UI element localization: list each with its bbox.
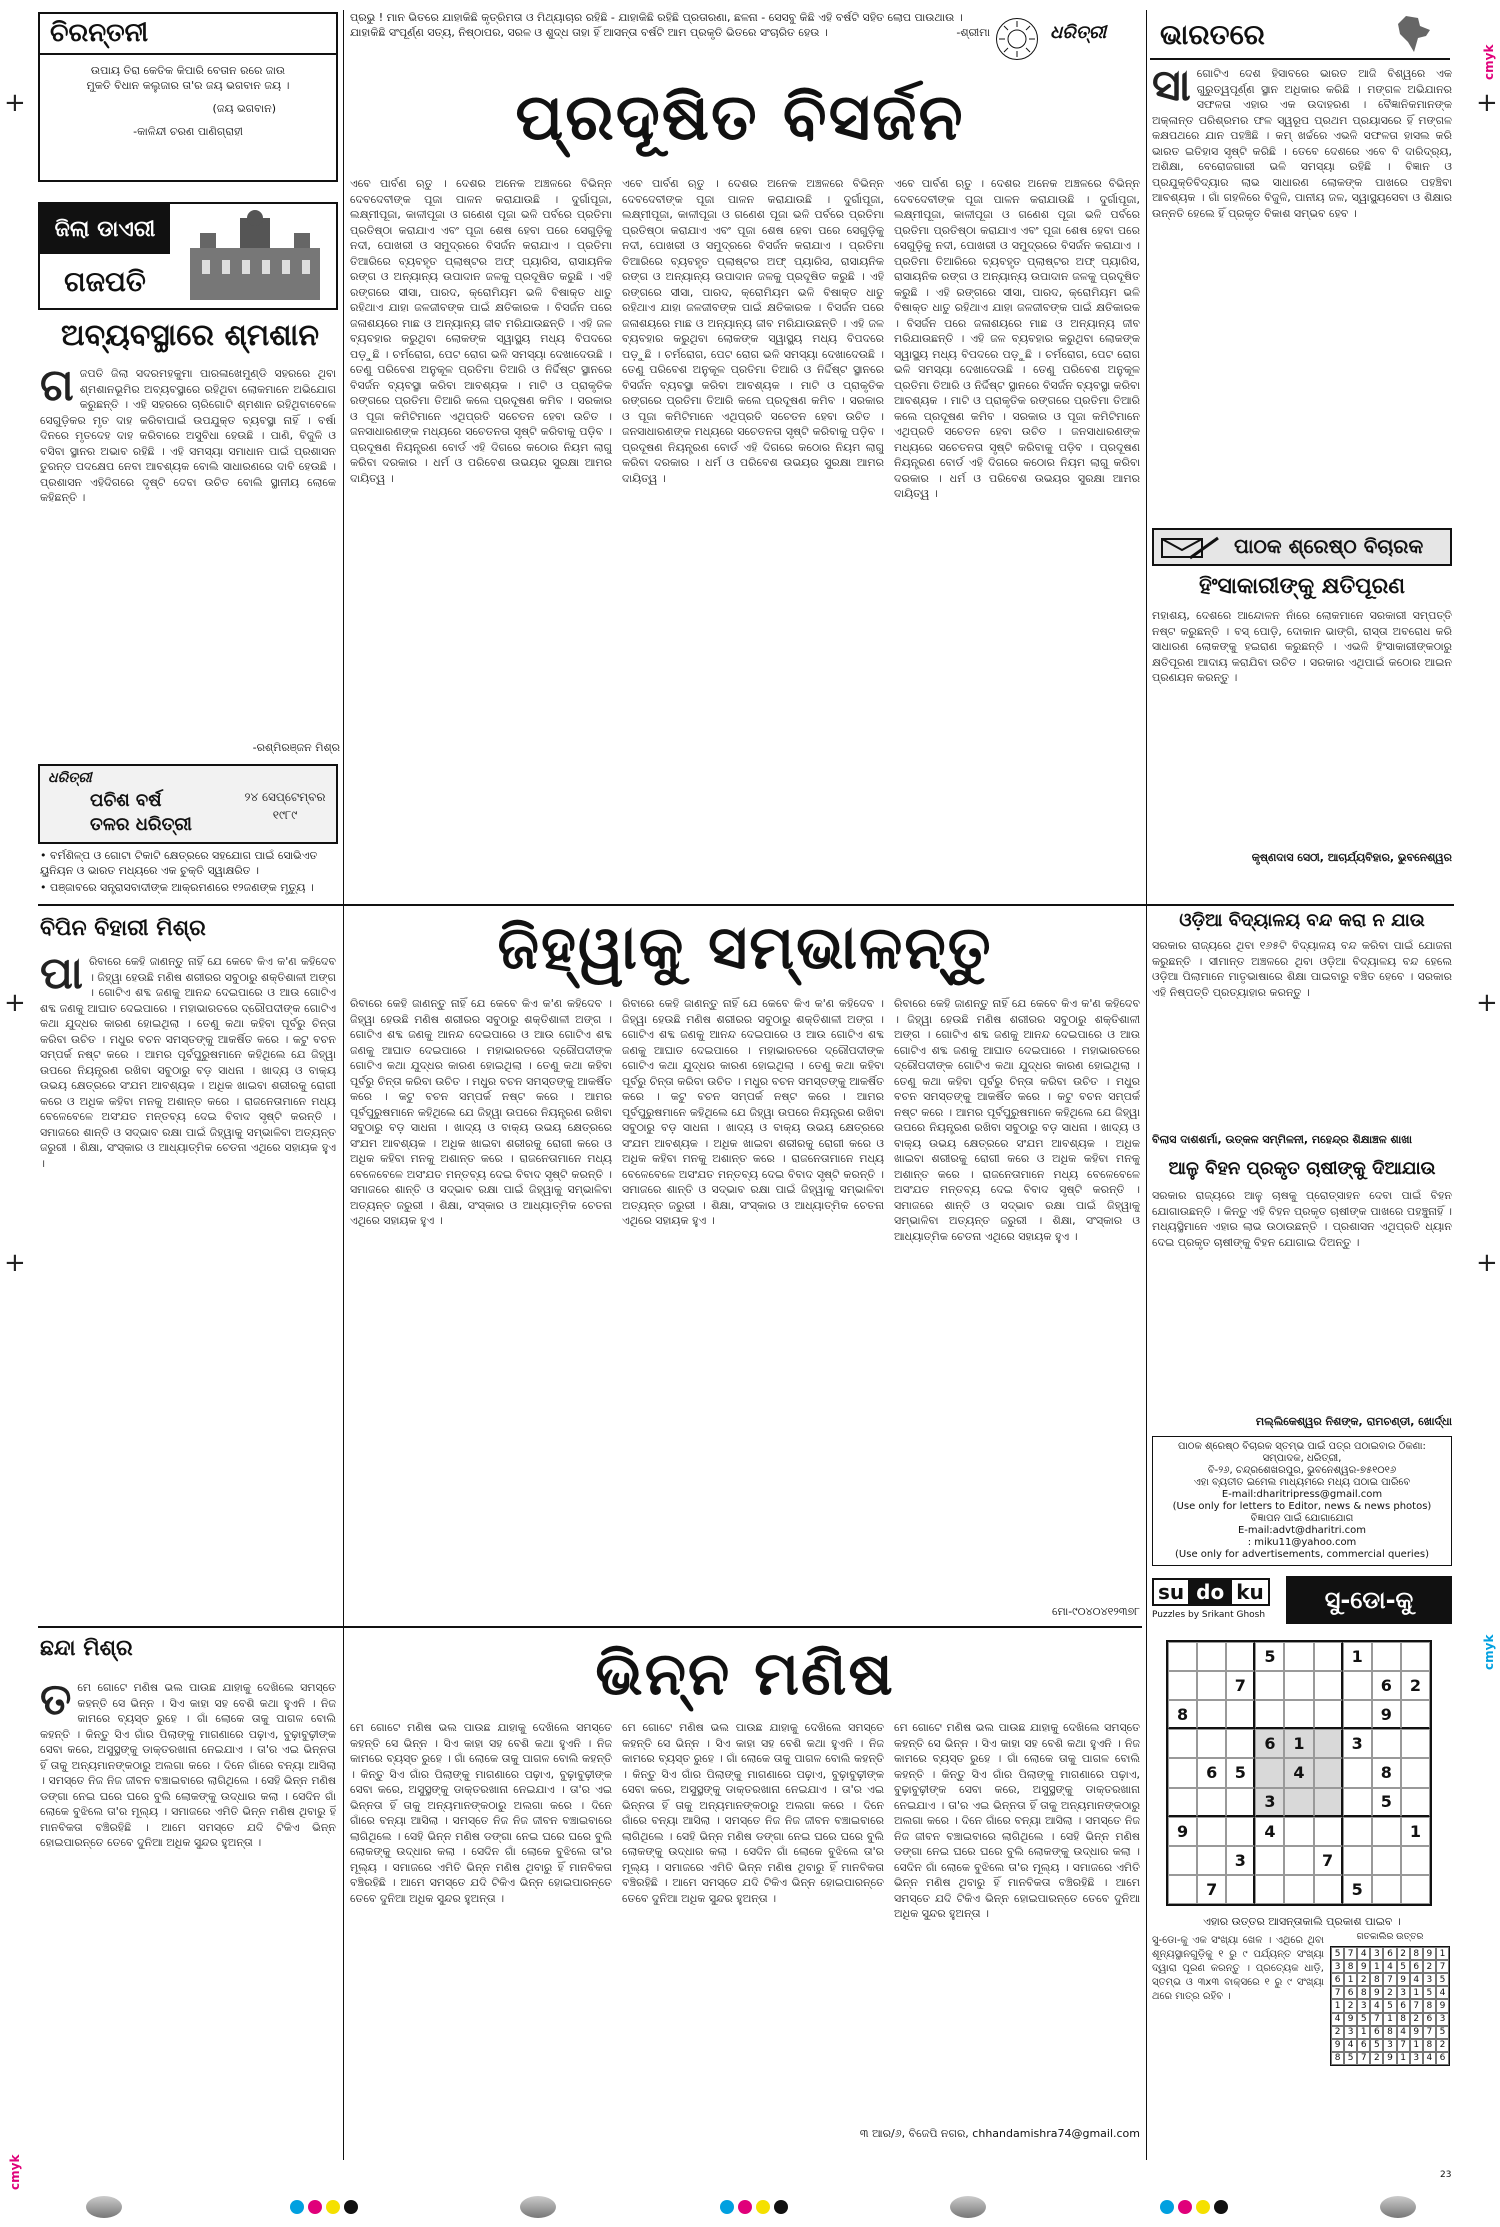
print-mark [86, 2196, 122, 2218]
sudoku-solution-cell: 1 [1344, 1973, 1357, 1986]
sudoku-cell[interactable] [1168, 1642, 1197, 1671]
sudoku-solution-cell: 2 [1423, 1960, 1436, 1973]
sudoku-solution-cell: 6 [1370, 2026, 1383, 2039]
sudoku-cell[interactable] [1284, 1846, 1313, 1875]
sudoku-cell[interactable] [1197, 1729, 1226, 1758]
sudoku-solution-cell: 7 [1397, 2039, 1410, 2052]
sudoku-solution-cell: 5 [1436, 2026, 1449, 2039]
chirantani-quote: ଉପାୟ ତିରା କେତିକ କିପାରି ବେତାନ ରରେ ଜାଉ ମୁକତି ବିଧାନ କଲୁଜାର ତା'ର ଜୟ ଭଗବାନ ଜୟ । [86, 64, 290, 92]
sudoku-solution-cell: 5 [1397, 1960, 1410, 1973]
contact-email[interactable]: E-mail:dharitripress@gmail.com [1221, 1489, 1383, 1500]
registration-mark: + [1476, 988, 1498, 1018]
sudoku-solution-cell: 7 [1383, 1973, 1396, 1986]
sudoku-cell[interactable] [1284, 1788, 1313, 1817]
sudoku-cell[interactable]: 1 [1401, 1817, 1430, 1846]
sudoku-solution-cell: 8 [1370, 1973, 1383, 1986]
sudoku-cell[interactable] [1284, 1642, 1313, 1671]
main-headline: ପ୍ରଦୂଷିତ ବିସର୍ଜନ [515, 81, 965, 155]
sudoku-solution-cell: 4 [1344, 2039, 1357, 2052]
zilla-diary-box [38, 202, 338, 310]
page-number: 23 [1440, 2170, 1452, 2180]
sudoku-solution-cell: 9 [1370, 1986, 1383, 1999]
color-dot-magenta [738, 2200, 752, 2214]
registration-mark: + [1476, 1248, 1498, 1278]
shrimaa-text: ପ୍ରଭୁ ! ମାନ ଭିତରେ ଯାହାକିଛି କୃତ୍ରିମତା ଓ ମିଥ୍ୟାଚାର ରହିଛି - ଯାହାକିଛି ରହିଛି ପ୍ରତାରଣା, ଛଳନା - ସେସବୁ କିଛି ଏହି ବର୍ଷଟି ସହିତ ଲୋପ ପାଉଥାଉ । ଯାହାକିଛି ସଂପୂର୍ଣ୍ଣ ସତ୍ୟ, ନିଷ୍ଠାପର, ସରଳ ଓ ଶୁଦ୍ଧ ତାହା ହିଁ ଆସନ୍ତା ବର୍ଷଟି ଆମ ପ୍ରକୃତି ଭିତରେ ସଂଚାରିତ ହେଉ । [350, 11, 963, 39]
sudoku-solution-cell: 3 [1357, 1999, 1370, 2012]
sudoku-solution-cell: 6 [1383, 1947, 1396, 1960]
pathaka-label: ପାଠକ ଶ୍ରେଷ୍ଠ ବିଚାରକ [1234, 534, 1424, 558]
sudoku-cell[interactable] [1343, 1671, 1372, 1700]
sudoku-cell[interactable] [1314, 1642, 1343, 1671]
sudoku-solution-cell: 6 [1344, 1986, 1357, 1999]
jibha-col-1: ପାରିବାରେ କେହି ଜାଣନ୍ତୁ ନାହିଁ ଯେ କେବେ କିଏ କ'ଣ କହିଦେବ । ଜିହ୍ୱା ହେଉଛି ମଣିଷ ଶରୀରର ସବୁଠାରୁ ଶକ୍ତିଶାଳୀ ଅଙ୍ଗ । ଗୋଟିଏ ଶବ୍ଦ ଜଣକୁ ଆନନ୍ଦ ଦେଇପାରେ ଓ ଆଉ ଗୋଟିଏ ଶବ୍ଦ ଜଣକୁ ଆଘାତ ଦେଇପାରେ । ମହାଭାରତରେ ଦ୍ରୌପଦୀଙ୍କ ଗୋଟିଏ କଥା ଯୁଦ୍ଧର କାରଣ ହୋଇଥିଲା । ତେଣୁ କଥା କହିବା ପୂର୍ବରୁ ଚିନ୍ତା କରିବା ଉଚିତ । ମଧୁର ବଚନ ସମସ୍ତଙ୍କୁ ଆକର୍ଷିତ କରେ । କଟୁ ବଚନ ସମ୍ପର୍କ ନଷ୍ଟ କରେ । ଆମର ପୂର୍ବପୁରୁଷମାନେ କହିଥିଲେ ଯେ ଜିହ୍ୱା ଉପରେ ନିୟନ୍ତ୍ରଣ ରଖିବା ସବୁଠାରୁ ବଡ଼ ସାଧନା । ଖାଦ୍ୟ ଓ ବାକ୍ୟ ଉଭୟ କ୍ଷେତ୍ରରେ ସଂଯମ ଆବଶ୍ୟକ । ଅଧିକ ଖାଇବା ଶରୀରକୁ ରୋଗୀ କରେ ଓ ଅଧିକ କହିବା ମନକୁ ଅଶାନ୍ତ କରେ । ରାଜନେତାମାନେ ମଧ୍ୟ ବେଳେବେଳେ ଅସଂଯତ ମନ୍ତବ୍ୟ ଦେଇ ବିବାଦ ସୃଷ୍ଟି କରନ୍ତି । ସମାଜରେ ଶାନ୍ତି ଓ ସଦ୍ଭାବ ରକ୍ଷା ପାଇଁ ଜିହ୍ୱାକୁ ସମ୍ଭାଳିବା ଅତ୍ୟନ୍ତ ଜରୁରୀ । ଶିକ୍ଷା, ସଂସ୍କାର ଓ ଆଧ୍ୟାତ୍ମିକ ଚେତନା ଏଥିରେ ସହାୟକ ହୁଏ । [40, 954, 336, 1170]
bhinna-col-3: ମେ ଗୋଟେ ମଣିଷ ଭଲ ପାଉଛ ଯାହାକୁ ଦେଖିଲେ ସମସ୍ତେ କହନ୍ତି ସେ ଭିନ୍ନ । ସିଏ କାହା ସହ ବେଶି କଥା ହୁଏନି । ନିଜ କାମରେ ବ୍ୟସ୍ତ ରୁହେ । ଗାଁ ଲୋକେ ତାକୁ ପାଗଳ ବୋଲି କହନ୍ତି । କିନ୍ତୁ ସିଏ ଗାଁର ପିଲାଙ୍କୁ ମାଗଣାରେ ପଢ଼ାଏ, ବୁଢ଼ାବୁଢ଼ୀଙ୍କ ସେବା କରେ, ଅସୁସ୍ଥଙ୍କୁ ଡାକ୍ତରଖାନା ନେଇଯାଏ । ତା'ର ଏଇ ଭିନ୍ନତା ହିଁ ତାକୁ ଅନ୍ୟମାନଙ୍କଠାରୁ ଅଲଗା କରେ । ଦିନେ ଗାଁରେ ବନ୍ୟା ଆସିଲା । ସମସ୍ତେ ନିଜ ନିଜ ଜୀବନ ବଞ୍ଚାଇବାରେ ଲାଗିଥିଲେ । ସେହି ଭିନ୍ନ ମଣିଷ ଡଙ୍ଗା ନେଇ ଘରେ ଘରେ ବୁଲି ଲୋକଙ୍କୁ ଉଦ୍ଧାର କଲା । ସେଦିନ ଗାଁ ଲୋକେ ବୁଝିଲେ ତା'ର ମୂଲ୍ୟ । ସମାଜରେ ଏମିତି ଭିନ୍ନ ମଣିଷ ଥିବାରୁ ହିଁ ମାନବିକତା ବଞ୍ଚିରହିଛି । ଆମେ ସମସ୍ତେ ଯଦି ଟିକିଏ ଭିନ୍ନ ହୋଇପାରନ୍ତେ ତେବେ ଦୁନିଆ ଅଧିକ ସୁନ୍ଦର ହୁଅନ୍ତା । [622, 1721, 884, 1905]
sudoku-cell[interactable] [1343, 1758, 1372, 1787]
sudoku-solution-cell: 1 [1397, 2052, 1410, 2065]
sudoku-solution-cell: 3 [1436, 2013, 1449, 2026]
color-dot-magenta [308, 2200, 322, 2214]
sudoku-caption: ଏହାର ଉତ୍ତର ଆସନ୍ତାକାଲି ପ୍ରକାଶ ପାଇବ । [1203, 1915, 1401, 1928]
shrimaa-quote [350, 10, 990, 68]
color-dots [720, 2200, 800, 2214]
sudoku-solution-cell: 7 [1357, 2052, 1370, 2065]
sudoku-solution-cell: 1 [1436, 1947, 1449, 1960]
sudoku-solution-cell: 7 [1436, 1960, 1449, 1973]
sudoku-cell[interactable] [1226, 1729, 1255, 1758]
chirantani-attribution: (ଜୟ ଭଗବାନ) [212, 102, 276, 115]
sudoku-cell[interactable] [1401, 1700, 1430, 1729]
sudoku-cell[interactable] [1343, 1700, 1372, 1729]
sudoku-cell[interactable] [1168, 1671, 1197, 1700]
letter-2-author: ବିଲାସ ଦାଶଶର୍ମା, ଉତ୍କଳ ସମ୍ମିଳନୀ, ମହେନ୍ଦ୍ର ଶିକ୍ଷାଞ୍ଚଳ ଶାଖା [1152, 1133, 1412, 1146]
bhinna-footer: ୩ ଆର/୬, ବିଜେପି ନଗର, chhandamishra74@gmail.com [859, 2127, 1140, 2140]
jibha-footer: ମୋ-୯୦୪୦୪୧୨୩୭୮ [1051, 1605, 1140, 1618]
section-divider [38, 1626, 1142, 1628]
sudoku-cell[interactable]: 4 [1255, 1817, 1284, 1846]
sudoku-cell[interactable] [1284, 1700, 1313, 1729]
color-dot-cyan [1160, 2200, 1174, 2214]
color-dot-cyan [720, 2200, 734, 2214]
shrimaa-author: -ଶ୍ରୀମା [956, 26, 990, 39]
sudoku-cell[interactable]: 3 [1343, 1729, 1372, 1758]
sudoku-cell[interactable] [1372, 1642, 1401, 1671]
jibha-col-4: ରିବାରେ କେହି ଜାଣନ୍ତୁ ନାହିଁ ଯେ କେବେ କିଏ କ'ଣ କହିଦେବ । ଜିହ୍ୱା ହେଉଛି ମଣିଷ ଶରୀରର ସବୁଠାରୁ ଶକ୍ତିଶାଳୀ ଅଙ୍ଗ । ଗୋଟିଏ ଶବ୍ଦ ଜଣକୁ ଆନନ୍ଦ ଦେଇପାରେ ଓ ଆଉ ଗୋଟିଏ ଶବ୍ଦ ଜଣକୁ ଆଘାତ ଦେଇପାରେ । ମହାଭାରତରେ ଦ୍ରୌପଦୀଙ୍କ ଗୋଟିଏ କଥା ଯୁଦ୍ଧର କାରଣ ହୋଇଥିଲା । ତେଣୁ କଥା କହିବା ପୂର୍ବରୁ ଚିନ୍ତା କରିବା ଉଚିତ । ମଧୁର ବଚନ ସମସ୍ତଙ୍କୁ ଆକର୍ଷିତ କରେ । କଟୁ ବଚନ ସମ୍ପର୍କ ନଷ୍ଟ କରେ । ଆମର ପୂର୍ବପୁରୁଷମାନେ କହିଥିଲେ ଯେ ଜିହ୍ୱା ଉପରେ ନିୟନ୍ତ୍ରଣ ରଖିବା ସବୁଠାରୁ ବଡ଼ ସାଧନା । ଖାଦ୍ୟ ଓ ବାକ୍ୟ ଉଭୟ କ୍ଷେତ୍ରରେ ସଂଯମ ଆବଶ୍ୟକ । ଅଧିକ ଖାଇବା ଶରୀରକୁ ରୋଗୀ କରେ ଓ ଅଧିକ କହିବା ମନକୁ ଅଶାନ୍ତ କରେ । ରାଜନେତାମାନେ ମଧ୍ୟ ବେଳେବେଳେ ଅସଂଯତ ମନ୍ତବ୍ୟ ଦେଇ ବିବାଦ ସୃଷ୍ଟି କରନ୍ତି । ସମାଜରେ ଶାନ୍ତି ଓ ସଦ୍ଭାବ ରକ୍ଷା ପାଇଁ ଜିହ୍ୱାକୁ ସମ୍ଭାଳିବା ଅତ୍ୟନ୍ତ ଜରୁରୀ । ଶିକ୍ଷା, ସଂସ୍କାର ଓ ଆଧ୍ୟାତ୍ମିକ ଚେତନା ଏଥିରେ ସହାୟକ ହୁଏ । [894, 997, 1140, 1243]
sudoku-cell[interactable]: 4 [1284, 1758, 1313, 1787]
sudoku-solution-cell: 4 [1370, 1999, 1383, 2012]
sudoku-cell[interactable]: 1 [1343, 1642, 1372, 1671]
sudoku-solution-cell: 8 [1423, 2039, 1436, 2052]
registration-mark: + [4, 1248, 26, 1278]
india-map-icon [1390, 12, 1434, 56]
bharat-header [1150, 10, 1450, 60]
sudoku-cell[interactable] [1314, 1758, 1343, 1787]
color-dot-black [774, 2200, 788, 2214]
sudoku-solution-cell: 6 [1423, 2013, 1436, 2026]
print-mark [950, 2196, 986, 2218]
sudoku-solution-cell: 3 [1331, 1960, 1344, 1973]
sudoku-solution-cell: 9 [1331, 2039, 1344, 2052]
sudoku-solution-cell: 1 [1357, 2026, 1370, 2039]
color-dots [1160, 2200, 1240, 2214]
sudoku-cell[interactable] [1197, 1788, 1226, 1817]
color-dot-yellow [1196, 2200, 1210, 2214]
contact-note: (Use only for advertisements, commercial queries) [1175, 1549, 1429, 1560]
contact-line: ସମ୍ପାଦକ, ଧରିତ୍ରୀ, [1262, 1453, 1342, 1464]
section-divider [38, 904, 1454, 906]
pachisha-title-2: ତଳର ଧରିତ୍ରୀ [90, 814, 192, 835]
sudoku-logo: su do ku [1152, 1578, 1270, 1606]
pachisha-box [38, 764, 338, 844]
sudoku-cell[interactable] [1226, 1642, 1255, 1671]
sudoku-cell[interactable]: 6 [1372, 1671, 1401, 1700]
sudoku-cell[interactable] [1372, 1729, 1401, 1758]
sudoku-cell[interactable]: 5 [1343, 1875, 1372, 1904]
contact-line: ପାଠକ ଶ୍ରେଷ୍ଠ ବିଚାରକ ସ୍ତମ୍ଭ ପାଇଁ ପତ୍ର ପଠାଇବାର ଠିକଣା: [1178, 1441, 1426, 1452]
sudoku-cell[interactable] [1314, 1875, 1343, 1904]
sudoku-solution-cell: 7 [1423, 2026, 1436, 2039]
contact-line: ଏହା ବ୍ୟତୀତ ଇମେଲ ମାଧ୍ୟମରେ ମଧ୍ୟ ପଠାଇ ପାରିବେ [1193, 1477, 1411, 1488]
letter-3-body: ସରକାର ରାଜ୍ୟରେ ଆଳୁ ଚାଷକୁ ପ୍ରୋତ୍ସାହନ ଦେବା ପାଇଁ ବିହନ ଯୋଗାଉଛନ୍ତି । କିନ୍ତୁ ଏହି ବିହନ ପ୍ରକୃତ ଚାଷୀଙ୍କ ପାଖରେ ପହଞ୍ଚୁନାହିଁ । ମଧ୍ୟସ୍ଥିମାନେ ଏହାର ଲାଭ ଉଠାଉଛନ୍ତି । ପ୍ରଶାସନ ଏଥିପ୍ରତି ଧ୍ୟାନ ଦେଇ ପ୍ରକୃତ ଚାଷୀଙ୍କୁ ବିହନ ଯୋଗାଇ ଦିଅନ୍ତୁ । [1152, 1189, 1452, 1249]
cmyk-mark: cmyk [8, 2154, 22, 2190]
sudoku-cell[interactable]: 7 [1314, 1846, 1343, 1875]
sudoku-cell[interactable] [1314, 1729, 1343, 1758]
jibha-headline: ଜିହ୍ୱାକୁ ସମ୍ଭାଳନ୍ତୁ [497, 913, 993, 983]
pradushita-col-3: ଏବେ ପାର୍ବଣ ଋତୁ । ଦେଶର ଅନେକ ଅଞ୍ଚଳରେ ବିଭିନ୍ନ ଦେବଦେବୀଙ୍କ ପୂଜା ପାଳନ କରାଯାଉଛି । ଦୁର୍ଗାପୂଜା, ଲକ୍ଷ୍ମୀପୂଜା, କାଳୀପୂଜା ଓ ଗଣେଶ ପୂଜା ଭଳି ପର୍ବରେ ପ୍ରତିମା ପ୍ରତିଷ୍ଠା କରାଯାଏ ଏବଂ ପୂଜା ଶେଷ ହେବା ପରେ ସେଗୁଡ଼ିକୁ ନଦୀ, ପୋଖରୀ ଓ ସମୁଦ୍ରରେ ବିସର୍ଜନ କରାଯାଏ । ପ୍ରତିମା ତିଆରିରେ ବ୍ୟବହୃତ ପ୍ଲାଷ୍ଟର ଅଫ୍ ପ୍ୟାରିସ, ରାସାୟନିକ ରଙ୍ଗ ଓ ଅନ୍ୟାନ୍ୟ ଉପାଦାନ ଜଳକୁ ପ୍ରଦୂଷିତ କରୁଛି । ଏହି ରଙ୍ଗରେ ସୀସା, ପାରଦ, କ୍ରୋମିୟମ ଭଳି ବିଷାକ୍ତ ଧାତୁ ରହିଥାଏ ଯାହା ଜଳଜୀବଙ୍କ ପାଇଁ କ୍ଷତିକାରକ । ବିସର୍ଜନ ପରେ ଜଳାଶୟରେ ମାଛ ଓ ଅନ୍ୟାନ୍ୟ ଜୀବ ମରିଯାଉଛନ୍ତି । ଏହି ଜଳ ବ୍ୟବହାର କରୁଥିବା ଲୋକଙ୍କ ସ୍ୱାସ୍ଥ୍ୟ ମଧ୍ୟ ବିପଦରେ ପଡ଼ୁଛି । ଚର୍ମରୋଗ, ପେଟ ରୋଗ ଭଳି ସମସ୍ୟା ଦେଖାଦେଉଛି । ତେଣୁ ପରିବେଶ ଅନୁକୂଳ ପ୍ରତିମା ତିଆରି ଓ ନିର୍ଦ୍ଦିଷ୍ଟ ସ୍ଥାନରେ ବିସର୍ଜନ ବ୍ୟବସ୍ଥା କରିବା ଆବଶ୍ୟକ । ମାଟି ଓ ପ୍ରାକୃତିକ ରଙ୍ଗରେ ପ୍ରତିମା ତିଆରି କଲେ ପ୍ରଦୂଷଣ କମିବ । ସରକାର ଓ ପୂଜା କମିଟିମାନେ ଏଥିପ୍ରତି ସଚେତନ ହେବା ଉଚିତ । ଜନସାଧାରଣଙ୍କ ମଧ୍ୟରେ ସଚେତନତା ସୃଷ୍ଟି କରିବାକୁ ପଡ଼ିବ । ପ୍ରଦୂଷଣ ନିୟନ୍ତ୍ରଣ ବୋର୍ଡ ଏହି ଦିଗରେ କଠୋର ନିୟମ ଲାଗୁ କରିବା ଦରକାର । ଧର୍ମ ଓ ପରିବେଶ ଉଭୟର ସୁରକ୍ଷା ଆମର ଦାୟିତ୍ୱ । [894, 177, 1140, 500]
sudoku-solution-cell: 9 [1344, 2013, 1357, 2026]
sudoku-solution-cell: 8 [1344, 1960, 1357, 1973]
sudoku-solution-cell: 3 [1344, 2026, 1357, 2039]
sudoku-cell[interactable] [1401, 1788, 1430, 1817]
sudoku-solution-cell: 2 [1344, 1999, 1357, 2012]
registration-mark: + [4, 88, 26, 118]
pathaka-banner [1152, 528, 1452, 566]
sudoku-solution-cell: 5 [1383, 1999, 1396, 2012]
registration-mark: + [1476, 88, 1498, 118]
sudoku-solution-cell: 3 [1397, 1986, 1410, 1999]
sudoku-solution-cell: 1 [1410, 1986, 1423, 1999]
sudoku-cell[interactable]: 3 [1226, 1846, 1255, 1875]
sudoku-solution-cell: 9 [1423, 1947, 1436, 1960]
bhinna-col-1: ତମେ ଗୋଟେ ମଣିଷ ଭଲ ପାଉଛ ଯାହାକୁ ଦେଖିଲେ ସମସ୍ତେ କହନ୍ତି ସେ ଭିନ୍ନ । ସିଏ କାହା ସହ ବେଶି କଥା ହୁଏନି । ନିଜ କାମରେ ବ୍ୟସ୍ତ ରୁହେ । ଗାଁ ଲୋକେ ତାକୁ ପାଗଳ ବୋଲି କହନ୍ତି । କିନ୍ତୁ ସିଏ ଗାଁର ପିଲାଙ୍କୁ ମାଗଣାରେ ପଢ଼ାଏ, ବୁଢ଼ାବୁଢ଼ୀଙ୍କ ସେବା କରେ, ଅସୁସ୍ଥଙ୍କୁ ଡାକ୍ତରଖାନା ନେଇଯାଏ । ତା'ର ଏଇ ଭିନ୍ନତା ହିଁ ତାକୁ ଅନ୍ୟମାନଙ୍କଠାରୁ ଅଲଗା କରେ । ଦିନେ ଗାଁରେ ବନ୍ୟା ଆସିଲା । ସମସ୍ତେ ନିଜ ନିଜ ଜୀବନ ବଞ୍ଚାଇବାରେ ଲାଗିଥିଲେ । ସେହି ଭିନ୍ନ ମଣିଷ ଡଙ୍ଗା ନେଇ ଘରେ ଘରେ ବୁଲି ଲୋକଙ୍କୁ ଉଦ୍ଧାର କଲା । ସେଦିନ ଗାଁ ଲୋକେ ବୁଝିଲେ ତା'ର ମୂଲ୍ୟ । ସମାଜରେ ଏମିତି ଭିନ୍ନ ମଣିଷ ଥିବାରୁ ହିଁ ମାନବିକତା ବଞ୍ଚିରହିଛି । ଆମେ ସମସ୍ତେ ଯଦି ଟିକିଏ ଭିନ୍ନ ହୋଇପାରନ୍ତେ ତେବେ ଦୁନିଆ ଅଧିକ ସୁନ୍ଦର ହୁଅନ୍ତା । [40, 1680, 336, 1849]
sudoku-solution-cell: 6 [1331, 1973, 1344, 1986]
print-mark [520, 2196, 556, 2218]
contact-email[interactable]: E-mail:advt@dharitri.com [1237, 1525, 1367, 1536]
sudoku-cell[interactable] [1226, 1700, 1255, 1729]
sudoku-solution-cell: 7 [1370, 2013, 1383, 2026]
chirantani-author: -କାଳିନ୍ଦୀ ଚରଣ ପାଣିଗ୍ରାହୀ [133, 125, 243, 138]
sudoku-cell[interactable]: 6 [1197, 1758, 1226, 1787]
contact-note: (Use only for letters to Editor, news & news photos) [1172, 1501, 1432, 1512]
sudoku-cell[interactable] [1284, 1671, 1313, 1700]
dharitri-logo: ଧରିତ୍ରୀ [1050, 22, 1107, 43]
palace-icon [180, 208, 330, 304]
sudoku-cell[interactable] [1314, 1700, 1343, 1729]
jibha-author: ବିପିନ ବିହାରୀ ମିଶ୍ର [40, 916, 206, 941]
sudoku-solution-cell: 2 [1410, 2013, 1423, 2026]
sudoku-solution-cell: 9 [1410, 2026, 1423, 2039]
sudoku-solution-cell: 4 [1357, 1947, 1370, 1960]
sudoku-cell[interactable]: 5 [1226, 1758, 1255, 1787]
letter-3-title: ଆଳୁ ବିହନ ପ୍ରକୃତ ଚାଷୀଙ୍କୁ ଦିଆଯାଉ [1168, 1158, 1436, 1179]
bhinna-author: ଛନ୍ଦା ମିଶ୍ର [40, 1636, 133, 1661]
letter-2-title: ଓଡ଼ିଆ ବିଦ୍ୟାଳୟ ବନ୍ଦ କରା ନ ଯାଉ [1179, 910, 1425, 931]
sudoku-cell[interactable] [1401, 1846, 1430, 1875]
sudoku-solution-cell: 3 [1383, 2039, 1396, 2052]
contact-email[interactable]: : miku11@yahoo.com [1247, 1537, 1357, 1548]
sudoku-cell[interactable] [1168, 1875, 1197, 1904]
sudoku-solution-cell: 5 [1357, 2013, 1370, 2026]
sudoku-cell[interactable] [1197, 1817, 1226, 1846]
letter-2-body: ସରକାର ରାଜ୍ୟରେ ଥିବା ୧୬୫ଟି ବିଦ୍ୟାଳୟ ବନ୍ଦ କରିବା ପାଇଁ ଯୋଜନା କରୁଛନ୍ତି । ସୀମାନ୍ତ ଅଞ୍ଚଳରେ ଥିବା ଓଡ଼ିଆ ବିଦ୍ୟାଳୟ ବନ୍ଦ ହେଲେ ଓଡ଼ିଆ ପିଲାମାନେ ମାତୃଭାଷାରେ ଶିକ୍ଷା ପାଇବାରୁ ବଞ୍ଚିତ ହେବେ । ସରକାର ଏହି ନିଷ୍ପତ୍ତି ପ୍ରତ୍ୟାହାର କରନ୍ତୁ । [1152, 939, 1452, 999]
sudoku-cell[interactable]: 9 [1372, 1700, 1401, 1729]
sudoku-cell[interactable] [1255, 1700, 1284, 1729]
sudoku-cell[interactable] [1343, 1788, 1372, 1817]
sudoku-cell[interactable] [1314, 1671, 1343, 1700]
sudoku-cell[interactable] [1168, 1788, 1197, 1817]
sudoku-solution-cell: 8 [1357, 1986, 1370, 1999]
sudoku-cell[interactable] [1226, 1817, 1255, 1846]
contact-line: ବି-୨୬, ଚନ୍ଦ୍ରଶେଖରପୁର, ଭୁବନେଶ୍ୱର-୭୫୧୦୧୬ [1207, 1465, 1397, 1476]
contact-line: ବିଜ୍ଞାପନ ପାଇଁ ଯୋଗାଯୋଗ [1250, 1513, 1354, 1524]
sudoku-solution-cell: 8 [1397, 2013, 1410, 2026]
sudoku-cell[interactable] [1401, 1729, 1430, 1758]
letter-3-author: ମଲ୍ଲିକେଶ୍ୱର ନିଶଙ୍କ, ରାମଚଣ୍ଡୀ, ଖୋର୍ଦ୍ଧା [1255, 1415, 1452, 1428]
sudoku-solution-cell: 2 [1436, 2039, 1449, 2052]
sun-symbol-icon [996, 18, 1038, 60]
sudoku-cell[interactable]: 8 [1168, 1700, 1197, 1729]
sudoku-cell[interactable] [1314, 1817, 1343, 1846]
sudoku-cell[interactable] [1168, 1729, 1197, 1758]
sudoku-cell[interactable] [1284, 1875, 1313, 1904]
sudoku-solution-cell: 6 [1410, 1960, 1423, 1973]
sudoku-cell[interactable] [1372, 1817, 1401, 1846]
color-dot-yellow [326, 2200, 340, 2214]
pachisha-item: • ପଞ୍ଜାବରେ ସନ୍ତ୍ରାସବାଦୀଙ୍କ ଆକ୍ରମଣରେ ୧୨ଜଣଙ୍କ ମୃତ୍ୟୁ । [40, 881, 314, 894]
sudoku-solution-cell: 5 [1436, 1973, 1449, 1986]
sudoku-solution-cell: 8 [1423, 1999, 1436, 2012]
sudoku-solution-cell: 4 [1436, 1986, 1449, 1999]
sudoku-solution-cell: 8 [1410, 1947, 1423, 1960]
sudoku-solution-cell: 6 [1397, 1999, 1410, 2012]
sudoku-header [1152, 1576, 1452, 1632]
pachisha-date: ୨୪ ସେପ୍ଟେମ୍ବର ୧୯୮୯ [244, 790, 326, 822]
registration-mark: + [4, 988, 26, 1018]
sudoku-solution-cell: 5 [1331, 1947, 1344, 1960]
sudoku-solution-cell: 2 [1357, 1973, 1370, 1986]
cmyk-mark: cmyk [1482, 44, 1496, 80]
color-dot-magenta [1178, 2200, 1192, 2214]
sudoku-solution-cell: 4 [1423, 2052, 1436, 2065]
sudoku-title: ସୁ-ଡୋ-କୁ [1286, 1576, 1452, 1624]
sudoku-cell[interactable] [1314, 1788, 1343, 1817]
district-name: ଗଜପତି [64, 265, 146, 298]
sudoku-cell[interactable]: 1 [1284, 1729, 1313, 1758]
sudoku-solution-cell: 3 [1410, 2052, 1423, 2065]
sudoku-cell[interactable] [1197, 1700, 1226, 1729]
sudoku-cell[interactable] [1401, 1642, 1430, 1671]
sudoku-solution-cell: 6 [1436, 2052, 1449, 2065]
sudoku-solution-cell: 9 [1383, 2052, 1396, 2065]
sudoku-cell[interactable] [1255, 1671, 1284, 1700]
sudoku-cell[interactable] [1343, 1846, 1372, 1875]
sudoku-solution-cell: 2 [1383, 1986, 1396, 1999]
pen-envelope-icon [1160, 536, 1220, 560]
sudoku-solution-cell: 2 [1331, 2026, 1344, 2039]
shmashana-headline: ଅବ୍ୟବସ୍ଥାରେ ଶ୍ମଶାନ [60, 318, 320, 353]
pachisha-logo: ଧରିତ୍ରୀ [48, 770, 92, 786]
sudoku-cell[interactable] [1343, 1817, 1372, 1846]
chirantani-title: ଚିରନ୍ତନୀ [40, 14, 336, 55]
sudoku-solution-cell: 2 [1397, 1947, 1410, 1960]
sudoku-solution-cell: 2 [1370, 2052, 1383, 2065]
sudoku-solution-cell: 1 [1331, 1999, 1344, 2012]
sudoku-solution-cell: 4 [1397, 2026, 1410, 2039]
print-mark [1380, 2196, 1416, 2218]
bhinna-col-2: ମେ ଗୋଟେ ମଣିଷ ଭଲ ପାଉଛ ଯାହାକୁ ଦେଖିଲେ ସମସ୍ତେ କହନ୍ତି ସେ ଭିନ୍ନ । ସିଏ କାହା ସହ ବେଶି କଥା ହୁଏନି । ନିଜ କାମରେ ବ୍ୟସ୍ତ ରୁହେ । ଗାଁ ଲୋକେ ତାକୁ ପାଗଳ ବୋଲି କହନ୍ତି । କିନ୍ତୁ ସିଏ ଗାଁର ପିଲାଙ୍କୁ ମାଗଣାରେ ପଢ଼ାଏ, ବୁଢ଼ାବୁଢ଼ୀଙ୍କ ସେବା କରେ, ଅସୁସ୍ଥଙ୍କୁ ଡାକ୍ତରଖାନା ନେଇଯାଏ । ତା'ର ଏଇ ଭିନ୍ନତା ହିଁ ତାକୁ ଅନ୍ୟମାନଙ୍କଠାରୁ ଅଲଗା କରେ । ଦିନେ ଗାଁରେ ବନ୍ୟା ଆସିଲା । ସମସ୍ତେ ନିଜ ନିଜ ଜୀବନ ବଞ୍ଚାଇବାରେ ଲାଗିଥିଲେ । ସେହି ଭିନ୍ନ ମଣିଷ ଡଙ୍ଗା ନେଇ ଘରେ ଘରେ ବୁଲି ଲୋକଙ୍କୁ ଉଦ୍ଧାର କଲା । ସେଦିନ ଗାଁ ଲୋକେ ବୁଝିଲେ ତା'ର ମୂଲ୍ୟ । ସମାଜରେ ଏମିତି ଭିନ୍ନ ମଣିଷ ଥିବାରୁ ହିଁ ମାନବିକତା ବଞ୍ଚିରହିଛି । ଆମେ ସମସ୍ତେ ଯଦି ଟିକିଏ ଭିନ୍ନ ହୋଇପାରନ୍ତେ ତେବେ ଦୁନିଆ ଅଧିକ ସୁନ୍ଦର ହୁଅନ୍ତା । [350, 1721, 612, 1905]
sudoku-cell[interactable]: 3 [1255, 1788, 1284, 1817]
sudoku-byline: Puzzles by Srikant Ghosh [1152, 1610, 1266, 1620]
sudoku-cell[interactable] [1372, 1846, 1401, 1875]
jibha-col-3: ରିବାରେ କେହି ଜାଣନ୍ତୁ ନାହିଁ ଯେ କେବେ କିଏ କ'ଣ କହିଦେବ । ଜିହ୍ୱା ହେଉଛି ମଣିଷ ଶରୀରର ସବୁଠାରୁ ଶକ୍ତିଶାଳୀ ଅଙ୍ଗ । ଗୋଟିଏ ଶବ୍ଦ ଜଣକୁ ଆନନ୍ଦ ଦେଇପାରେ ଓ ଆଉ ଗୋଟିଏ ଶବ୍ଦ ଜଣକୁ ଆଘାତ ଦେଇପାରେ । ମହାଭାରତରେ ଦ୍ରୌପଦୀଙ୍କ ଗୋଟିଏ କଥା ଯୁଦ୍ଧର କାରଣ ହୋଇଥିଲା । ତେଣୁ କଥା କହିବା ପୂର୍ବରୁ ଚିନ୍ତା କରିବା ଉଚିତ । ମଧୁର ବଚନ ସମସ୍ତଙ୍କୁ ଆକର୍ଷିତ କରେ । କଟୁ ବଚନ ସମ୍ପର୍କ ନଷ୍ଟ କରେ । ଆମର ପୂର୍ବପୁରୁଷମାନେ କହିଥିଲେ ଯେ ଜିହ୍ୱା ଉପରେ ନିୟନ୍ତ୍ରଣ ରଖିବା ସବୁଠାରୁ ବଡ଼ ସାଧନା । ଖାଦ୍ୟ ଓ ବାକ୍ୟ ଉଭୟ କ୍ଷେତ୍ରରେ ସଂଯମ ଆବଶ୍ୟକ । ଅଧିକ ଖାଇବା ଶରୀରକୁ ରୋଗୀ କରେ ଓ ଅଧିକ କହିବା ମନକୁ ଅଶାନ୍ତ କରେ । ରାଜନେତାମାନେ ମଧ୍ୟ ବେଳେବେଳେ ଅସଂଯତ ମନ୍ତବ୍ୟ ଦେଇ ବିବାଦ ସୃଷ୍ଟି କରନ୍ତି । ସମାଜରେ ଶାନ୍ତି ଓ ସଦ୍ଭାବ ରକ୍ଷା ପାଇଁ ଜିହ୍ୱାକୁ ସମ୍ଭାଳିବା ଅତ୍ୟନ୍ତ ଜରୁରୀ । ଶିକ୍ଷା, ସଂସ୍କାର ଓ ଆଧ୍ୟାତ୍ମିକ ଚେତନା ଏଥିରେ ସହାୟକ ହୁଏ । [622, 997, 884, 1227]
color-dot-cyan [290, 2200, 304, 2214]
sudoku-howto: ସୁ-ଡୋ-କୁ ଏକ ସଂଖ୍ୟା ଖେଳ । ଏଥିରେ ଥିବା ଶୂନ୍ୟସ୍ଥାନଗୁଡ଼ିକୁ ୧ ରୁ ୯ ପର୍ଯ୍ୟନ୍ତ ସଂଖ୍ୟା ଦ୍ୱାରା ପୂରଣ କରନ୍ତୁ । ପ୍ରତ୍ୟେକ ଧାଡ଼ି, ସ୍ତମ୍ଭ ଓ ୩x୩ ବାକ୍ସରେ ୧ ରୁ ୯ ସଂଖ୍ୟା ଥରେ ମାତ୍ର ରହିବ । [1152, 1935, 1324, 2002]
sudoku-solution-cell: 3 [1423, 1973, 1436, 1986]
pradushita-col-1: ଏବେ ପାର୍ବଣ ଋତୁ । ଦେଶର ଅନେକ ଅଞ୍ଚଳରେ ବିଭିନ୍ନ ଦେବଦେବୀଙ୍କ ପୂଜା ପାଳନ କରାଯାଉଛି । ଦୁର୍ଗାପୂଜା, ଲକ୍ଷ୍ମୀପୂଜା, କାଳୀପୂଜା ଓ ଗଣେଶ ପୂଜା ଭଳି ପର୍ବରେ ପ୍ରତିମା ପ୍ରତିଷ୍ଠା କରାଯାଏ ଏବଂ ପୂଜା ଶେଷ ହେବା ପରେ ସେଗୁଡ଼ିକୁ ନଦୀ, ପୋଖରୀ ଓ ସମୁଦ୍ରରେ ବିସର୍ଜନ କରାଯାଏ । ପ୍ରତିମା ତିଆରିରେ ବ୍ୟବହୃତ ପ୍ଲାଷ୍ଟର ଅଫ୍ ପ୍ୟାରିସ, ରାସାୟନିକ ରଙ୍ଗ ଓ ଅନ୍ୟାନ୍ୟ ଉପାଦାନ ଜଳକୁ ପ୍ରଦୂଷିତ କରୁଛି । ଏହି ରଙ୍ଗରେ ସୀସା, ପାରଦ, କ୍ରୋମିୟମ ଭଳି ବିଷାକ୍ତ ଧାତୁ ରହିଥାଏ ଯାହା ଜଳଜୀବଙ୍କ ପାଇଁ କ୍ଷତିକାରକ । ବିସର୍ଜନ ପରେ ଜଳାଶୟରେ ମାଛ ଓ ଅନ୍ୟାନ୍ୟ ଜୀବ ମରିଯାଉଛନ୍ତି । ଏହି ଜଳ ବ୍ୟବହାର କରୁଥିବା ଲୋକଙ୍କ ସ୍ୱାସ୍ଥ୍ୟ ମଧ୍ୟ ବିପଦରେ ପଡ଼ୁଛି । ଚର୍ମରୋଗ, ପେଟ ରୋଗ ଭଳି ସମସ୍ୟା ଦେଖାଦେଉଛି । ତେଣୁ ପରିବେଶ ଅନୁକୂଳ ପ୍ରତିମା ତିଆରି ଓ ନିର୍ଦ୍ଦିଷ୍ଟ ସ୍ଥାନରେ ବିସର୍ଜନ ବ୍ୟବସ୍ଥା କରିବା ଆବଶ୍ୟକ । ମାଟି ଓ ପ୍ରାକୃତିକ ରଙ୍ଗରେ ପ୍ରତିମା ତିଆରି କଲେ ପ୍ରଦୂଷଣ କମିବ । ସରକାର ଓ ପୂଜା କମିଟିମାନେ ଏଥିପ୍ରତି ସଚେତନ ହେବା ଉଚିତ । ଜନସାଧାରଣଙ୍କ ମଧ୍ୟରେ ସଚେତନତା ସୃଷ୍ଟି କରିବାକୁ ପଡ଼ିବ । ପ୍ରଦୂଷଣ ନିୟନ୍ତ୍ରଣ ବୋର୍ଡ ଏହି ଦିଗରେ କଠୋର ନିୟମ ଲାଗୁ କରିବା ଦରକାର । ଧର୍ମ ଓ ପରିବେଶ ଉଭୟର ସୁରକ୍ଷା ଆମର ଦାୟିତ୍ୱ । [350, 177, 612, 485]
sudoku-cell[interactable] [1168, 1758, 1197, 1787]
sudoku-cell[interactable] [1401, 1875, 1430, 1904]
cmyk-mark: cmyk [1482, 1634, 1496, 1670]
sudoku-solution-cell: 9 [1397, 1973, 1410, 1986]
sudoku-solution-cell: 8 [1383, 2026, 1396, 2039]
sudoku-solution-cell: 7 [1410, 1999, 1423, 2012]
sudoku-cell[interactable]: 7 [1197, 1875, 1226, 1904]
sudoku-cell[interactable] [1255, 1758, 1284, 1787]
color-dot-yellow [756, 2200, 770, 2214]
sudoku-cell[interactable] [1226, 1788, 1255, 1817]
sudoku-cell[interactable] [1284, 1817, 1313, 1846]
sudoku-solution-cell: 1 [1370, 1960, 1383, 1973]
sudoku-cell[interactable] [1372, 1875, 1401, 1904]
sudoku-cell[interactable] [1197, 1642, 1226, 1671]
sudoku-solution-grid [1330, 1946, 1450, 2066]
letter-1-title: ହିଂସାକାରୀଙ୍କୁ କ୍ଷତିପୂରଣ [1199, 574, 1405, 599]
sudoku-solution-cell: 5 [1423, 1986, 1436, 1999]
sudoku-cell[interactable] [1197, 1846, 1226, 1875]
contact-box [1152, 1436, 1452, 1566]
color-dot-black [344, 2200, 358, 2214]
jibha-col-2: ରିବାରେ କେହି ଜାଣନ୍ତୁ ନାହିଁ ଯେ କେବେ କିଏ କ'ଣ କହିଦେବ । ଜିହ୍ୱା ହେଉଛି ମଣିଷ ଶରୀରର ସବୁଠାରୁ ଶକ୍ତିଶାଳୀ ଅଙ୍ଗ । ଗୋଟିଏ ଶବ୍ଦ ଜଣକୁ ଆନନ୍ଦ ଦେଇପାରେ ଓ ଆଉ ଗୋଟିଏ ଶବ୍ଦ ଜଣକୁ ଆଘାତ ଦେଇପାରେ । ମହାଭାରତରେ ଦ୍ରୌପଦୀଙ୍କ ଗୋଟିଏ କଥା ଯୁଦ୍ଧର କାରଣ ହୋଇଥିଲା । ତେଣୁ କଥା କହିବା ପୂର୍ବରୁ ଚିନ୍ତା କରିବା ଉଚିତ । ମଧୁର ବଚନ ସମସ୍ତଙ୍କୁ ଆକର୍ଷିତ କରେ । କଟୁ ବଚନ ସମ୍ପର୍କ ନଷ୍ଟ କରେ । ଆମର ପୂର୍ବପୁରୁଷମାନେ କହିଥିଲେ ଯେ ଜିହ୍ୱା ଉପରେ ନିୟନ୍ତ୍ରଣ ରଖିବା ସବୁଠାରୁ ବଡ଼ ସାଧନା । ଖାଦ୍ୟ ଓ ବାକ୍ୟ ଉଭୟ କ୍ଷେତ୍ରରେ ସଂଯମ ଆବଶ୍ୟକ । ଅଧିକ ଖାଇବା ଶରୀରକୁ ରୋଗୀ କରେ ଓ ଅଧିକ କହିବା ମନକୁ ଅଶାନ୍ତ କରେ । ରାଜନେତାମାନେ ମଧ୍ୟ ବେଳେବେଳେ ଅସଂଯତ ମନ୍ତବ୍ୟ ଦେଇ ବିବାଦ ସୃଷ୍ଟି କରନ୍ତି । ସମାଜରେ ଶାନ୍ତି ଓ ସଦ୍ଭାବ ରକ୍ଷା ପାଇଁ ଜିହ୍ୱାକୁ ସମ୍ଭାଳିବା ଅତ୍ୟନ୍ତ ଜରୁରୀ । ଶିକ୍ଷା, ସଂସ୍କାର ଓ ଆଧ୍ୟାତ୍ମିକ ଚେତନା ଏଥିରେ ସହାୟକ ହୁଏ । [350, 997, 612, 1227]
shmashana-author: -ରଶ୍ମିରଞ୍ଜନ ମିଶ୍ର [252, 741, 340, 754]
sudoku-cell[interactable]: 7 [1226, 1671, 1255, 1700]
sudoku-cell[interactable] [1255, 1846, 1284, 1875]
sudoku-cell[interactable] [1197, 1671, 1226, 1700]
sudoku-solution-cell: 1 [1410, 2039, 1423, 2052]
pachisha-item: • ବର୍ମଶିଳ୍ପ ଓ ଗୋଟା ଟିକାଟି କ୍ଷେତ୍ରରେ ସହଯୋଗ ପାଇଁ ସୋଭିଏତ ୟୁନିୟନ ଓ ଭାରତ ମଧ୍ୟରେ ଏକ ଚୁକ୍ତି ସ୍ୱାକ୍ଷରିତ । [40, 849, 318, 877]
sudoku-cell[interactable]: 6 [1255, 1729, 1284, 1758]
sudoku-cell[interactable] [1255, 1875, 1284, 1904]
sudoku-solution-cell: 7 [1344, 1947, 1357, 1960]
sudoku-solution-cell: 9 [1436, 1999, 1449, 2012]
sudoku-solution-cell: 6 [1357, 2039, 1370, 2052]
sudoku-solution-cell: 5 [1344, 2052, 1357, 2065]
shmashana-body: ଗଜପତି ଜିଲା ସଦରମହକୁମା ପାରଳାଖେମୁଣ୍ଡି ସହରରେ ଥିବା ଶ୍ମଶାନଭୂମିର ଅବ୍ୟବସ୍ଥାରେ ରହିଥିବା ଲୋକମାନେ ଅଭିଯୋଗ କରୁଛନ୍ତି । ଏହି ସହରରେ ଚାରିଗୋଟି ଶ୍ମଶାନ ରହିଥିବାବେଳେ ସେଗୁଡ଼ିକର ମୃତ ଦାହ କରିବାପାଇଁ ଉପଯୁକ୍ତ ବ୍ୟବସ୍ଥା ନାହିଁ । ବର୍ଷା ଦିନରେ ମୃତଦେହ ଦାହ କରିବାରେ ଅସୁବିଧା ହେଉଛି । ପାଣି, ବିଜୁଳି ଓ ବସିବା ସ୍ଥାନର ଅଭାବ ରହିଛି । ଏହି ସମସ୍ୟା ସମାଧାନ ପାଇଁ ପ୍ରଶାସନ ତୁରନ୍ତ ପଦକ୍ଷେପ ନେବା ଆବଶ୍ୟକ ବୋଲି ସାଧାରଣରେ ଦାବି ହେଉଛି । ପ୍ରଶାସନ ଏହିଦିଗରେ ଦୃଷ୍ଟି ଦେବା ଉଚିତ ବୋଲି ସ୍ଥାନୀୟ ଲୋକେ କହିଛନ୍ତି । [40, 366, 336, 504]
sudoku-cell[interactable]: 8 [1372, 1758, 1401, 1787]
column-rule [1146, 10, 1147, 2160]
sudoku-solution-cell: 8 [1331, 2052, 1344, 2065]
sudoku-solution-cell: 4 [1331, 2013, 1344, 2026]
sudoku-solution-cell: 3 [1370, 1947, 1383, 1960]
sudoku-solution-cell: 4 [1410, 1973, 1423, 1986]
letter-1-author: କୃଷ୍ଣଦାସ ସେଠୀ, ଆଚାର୍ଯ୍ୟବିହାର, ଭୁବନେଶ୍ୱର [1251, 851, 1452, 864]
sudoku-cell[interactable]: 9 [1168, 1817, 1197, 1846]
bharat-body: ସାଗୋଟିଏ ଦେଶ ହିସାବରେ ଭାରତ ଆଜି ବିଶ୍ୱରେ ଏକ ଗୁରୁତ୍ୱପୂର୍ଣ୍ଣ ସ୍ଥାନ ଅଧିକାର କରିଛି । ମଙ୍ଗଳ ଅଭିଯାନର ସଫଳତା ଏହାର ଏକ ଉଦାହରଣ । ବୈଜ୍ଞାନିକମାନଙ୍କ ଅକ୍ଳାନ୍ତ ପରିଶ୍ରମର ଫଳ ସ୍ୱରୂପ ପ୍ରଥମ ପ୍ରୟାସରେ ହିଁ ମଙ୍ଗଳ କକ୍ଷପଥରେ ଯାନ ପହଞ୍ଚିଛି । କମ୍ ଖର୍ଚ୍ଚରେ ଏଭଳି ସଫଳତା ହାସଲ କରି ଭାରତ ଇତିହାସ ସୃଷ୍ଟି କରିଛି । ତେବେ ଦେଶରେ ଏବେ ବି ଦାରିଦ୍ର୍ୟ, ଅଶିକ୍ଷା, ବେରୋଜଗାରୀ ଭଳି ସମସ୍ୟା ରହିଛି । ବିଜ୍ଞାନ ଓ ପ୍ରଯୁକ୍ତିବିଦ୍ୟାର ଲାଭ ସାଧାରଣ ଲୋକଙ୍କ ପାଖରେ ପହଞ୍ଚିବା ଆବଶ୍ୟକ । ଗାଁ ଗହଳିରେ ବିଜୁଳି, ପାନୀୟ ଜଳ, ସ୍ୱାସ୍ଥ୍ୟସେବା ଓ ଶିକ୍ଷାର ଉନ୍ନତି ହେଲେ ହିଁ ପ୍ରକୃତ ବିକାଶ ସମ୍ଭବ ହେବ । [1152, 66, 1452, 220]
sudoku-solution-cell: 4 [1383, 1960, 1396, 1973]
chirantani-box [38, 12, 338, 182]
pachisha-title-1: ପଚିଶ ବର୍ଷ [90, 790, 162, 811]
column-rule [343, 10, 344, 2160]
color-dot-black [1214, 2200, 1228, 2214]
sudoku-cell[interactable] [1168, 1846, 1197, 1875]
sudoku-grid[interactable] [1166, 1640, 1432, 1906]
pradushita-col-2: ଏବେ ପାର୍ବଣ ଋତୁ । ଦେଶର ଅନେକ ଅଞ୍ଚଳରେ ବିଭିନ୍ନ ଦେବଦେବୀଙ୍କ ପୂଜା ପାଳନ କରାଯାଉଛି । ଦୁର୍ଗାପୂଜା, ଲକ୍ଷ୍ମୀପୂଜା, କାଳୀପୂଜା ଓ ଗଣେଶ ପୂଜା ଭଳି ପର୍ବରେ ପ୍ରତିମା ପ୍ରତିଷ୍ଠା କରାଯାଏ ଏବଂ ପୂଜା ଶେଷ ହେବା ପରେ ସେଗୁଡ଼ିକୁ ନଦୀ, ପୋଖରୀ ଓ ସମୁଦ୍ରରେ ବିସର୍ଜନ କରାଯାଏ । ପ୍ରତିମା ତିଆରିରେ ବ୍ୟବହୃତ ପ୍ଲାଷ୍ଟର ଅଫ୍ ପ୍ୟାରିସ, ରାସାୟନିକ ରଙ୍ଗ ଓ ଅନ୍ୟାନ୍ୟ ଉପାଦାନ ଜଳକୁ ପ୍ରଦୂଷିତ କରୁଛି । ଏହି ରଙ୍ଗରେ ସୀସା, ପାରଦ, କ୍ରୋମିୟମ ଭଳି ବିଷାକ୍ତ ଧାତୁ ରହିଥାଏ ଯାହା ଜଳଜୀବଙ୍କ ପାଇଁ କ୍ଷତିକାରକ । ବିସର୍ଜନ ପରେ ଜଳାଶୟରେ ମାଛ ଓ ଅନ୍ୟାନ୍ୟ ଜୀବ ମରିଯାଉଛନ୍ତି । ଏହି ଜଳ ବ୍ୟବହାର କରୁଥିବା ଲୋକଙ୍କ ସ୍ୱାସ୍ଥ୍ୟ ମଧ୍ୟ ବିପଦରେ ପଡ଼ୁଛି । ଚର୍ମରୋଗ, ପେଟ ରୋଗ ଭଳି ସମସ୍ୟା ଦେଖାଦେଉଛି । ତେଣୁ ପରିବେଶ ଅନୁକୂଳ ପ୍ରତିମା ତିଆରି ଓ ନିର୍ଦ୍ଦିଷ୍ଟ ସ୍ଥାନରେ ବିସର୍ଜନ ବ୍ୟବସ୍ଥା କରିବା ଆବଶ୍ୟକ । ମାଟି ଓ ପ୍ରାକୃତିକ ରଙ୍ଗରେ ପ୍ରତିମା ତିଆରି କଲେ ପ୍ରଦୂଷଣ କମିବ । ସରକାର ଓ ପୂଜା କମିଟିମାନେ ଏଥିପ୍ରତି ସଚେତନ ହେବା ଉଚିତ । ଜନସାଧାରଣଙ୍କ ମଧ୍ୟରେ ସଚେତନତା ସୃଷ୍ଟି କରିବାକୁ ପଡ଼ିବ । ପ୍ରଦୂଷଣ ନିୟନ୍ତ୍ରଣ ବୋର୍ଡ ଏହି ଦିଗରେ କଠୋର ନିୟମ ଲାଗୁ କରିବା ଦରକାର । ଧର୍ମ ଓ ପରିବେଶ ଉଭୟର ସୁରକ୍ଷା ଆମର ଦାୟିତ୍ୱ । [622, 177, 884, 485]
sudoku-solution-cell: 1 [1383, 2013, 1396, 2026]
letter-1-body: ମହାଶୟ, ଦେଶରେ ଆନ୍ଦୋଳନ ନାଁରେ ଲୋକମାନେ ସରକାରୀ ସମ୍ପତ୍ତି ନଷ୍ଟ କରୁଛନ୍ତି । ବସ୍ ପୋଡ଼ି, ଦୋକାନ ଭାଙ୍ଗି, ରାସ୍ତା ଅବରୋଧ କରି ସାଧାରଣ ଲୋକଙ୍କୁ ହଇରାଣ କରୁଛନ୍ତି । ଏଭଳି ହିଂସାକାରୀଙ୍କଠାରୁ କ୍ଷତିପୂରଣ ଆଦାୟ କରାଯିବା ଉଚିତ । ସରକାର ଏଥିପାଇଁ କଠୋର ଆଇନ ପ୍ରଣୟନ କରନ୍ତୁ । [1152, 609, 1452, 684]
bharat-title: ଭାରତରେ [1160, 18, 1265, 51]
sudoku-cell[interactable]: 2 [1401, 1671, 1430, 1700]
sudoku-cell[interactable]: 5 [1372, 1788, 1401, 1817]
sudoku-solution-cell: 9 [1357, 1960, 1370, 1973]
sudoku-cell[interactable] [1401, 1758, 1430, 1787]
sudoku-solution-caption: ଗତକାଲିର ଉତ୍ତର [1356, 1932, 1424, 1942]
sudoku-cell[interactable]: 5 [1255, 1642, 1284, 1671]
sudoku-cell[interactable] [1226, 1875, 1255, 1904]
bhinna-headline: ଭିନ୍ନ ମଣିଷ [595, 1639, 895, 1709]
color-dots [290, 2200, 370, 2214]
sudoku-solution-cell: 7 [1331, 1986, 1344, 1999]
bhinna-col-4: ମେ ଗୋଟେ ମଣିଷ ଭଲ ପାଉଛ ଯାହାକୁ ଦେଖିଲେ ସମସ୍ତେ କହନ୍ତି ସେ ଭିନ୍ନ । ସିଏ କାହା ସହ ବେଶି କଥା ହୁଏନି । ନିଜ କାମରେ ବ୍ୟସ୍ତ ରୁହେ । ଗାଁ ଲୋକେ ତାକୁ ପାଗଳ ବୋଲି କହନ୍ତି । କିନ୍ତୁ ସିଏ ଗାଁର ପିଲାଙ୍କୁ ମାଗଣାରେ ପଢ଼ାଏ, ବୁଢ଼ାବୁଢ଼ୀଙ୍କ ସେବା କରେ, ଅସୁସ୍ଥଙ୍କୁ ଡାକ୍ତରଖାନା ନେଇଯାଏ । ତା'ର ଏଇ ଭିନ୍ନତା ହିଁ ତାକୁ ଅନ୍ୟମାନଙ୍କଠାରୁ ଅଲଗା କରେ । ଦିନେ ଗାଁରେ ବନ୍ୟା ଆସିଲା । ସମସ୍ତେ ନିଜ ନିଜ ଜୀବନ ବଞ୍ଚାଇବାରେ ଲାଗିଥିଲେ । ସେହି ଭିନ୍ନ ମଣିଷ ଡଙ୍ଗା ନେଇ ଘରେ ଘରେ ବୁଲି ଲୋକଙ୍କୁ ଉଦ୍ଧାର କଲା । ସେଦିନ ଗାଁ ଲୋକେ ବୁଝିଲେ ତା'ର ମୂଲ୍ୟ । ସମାଜରେ ଏମିତି ଭିନ୍ନ ମଣିଷ ଥିବାରୁ ହିଁ ମାନବିକତା ବଞ୍ଚିରହିଛି । ଆମେ ସମସ୍ତେ ଯଦି ଟିକିଏ ଭିନ୍ନ ହୋଇପାରନ୍ତେ ତେବେ ଦୁନିଆ ଅଧିକ ସୁନ୍ଦର ହୁଅନ୍ତା । [894, 1721, 1140, 1920]
sudoku-solution-cell: 5 [1370, 2039, 1383, 2052]
zilla-label: ଜିଲା ଡାଏରୀ [40, 204, 170, 254]
